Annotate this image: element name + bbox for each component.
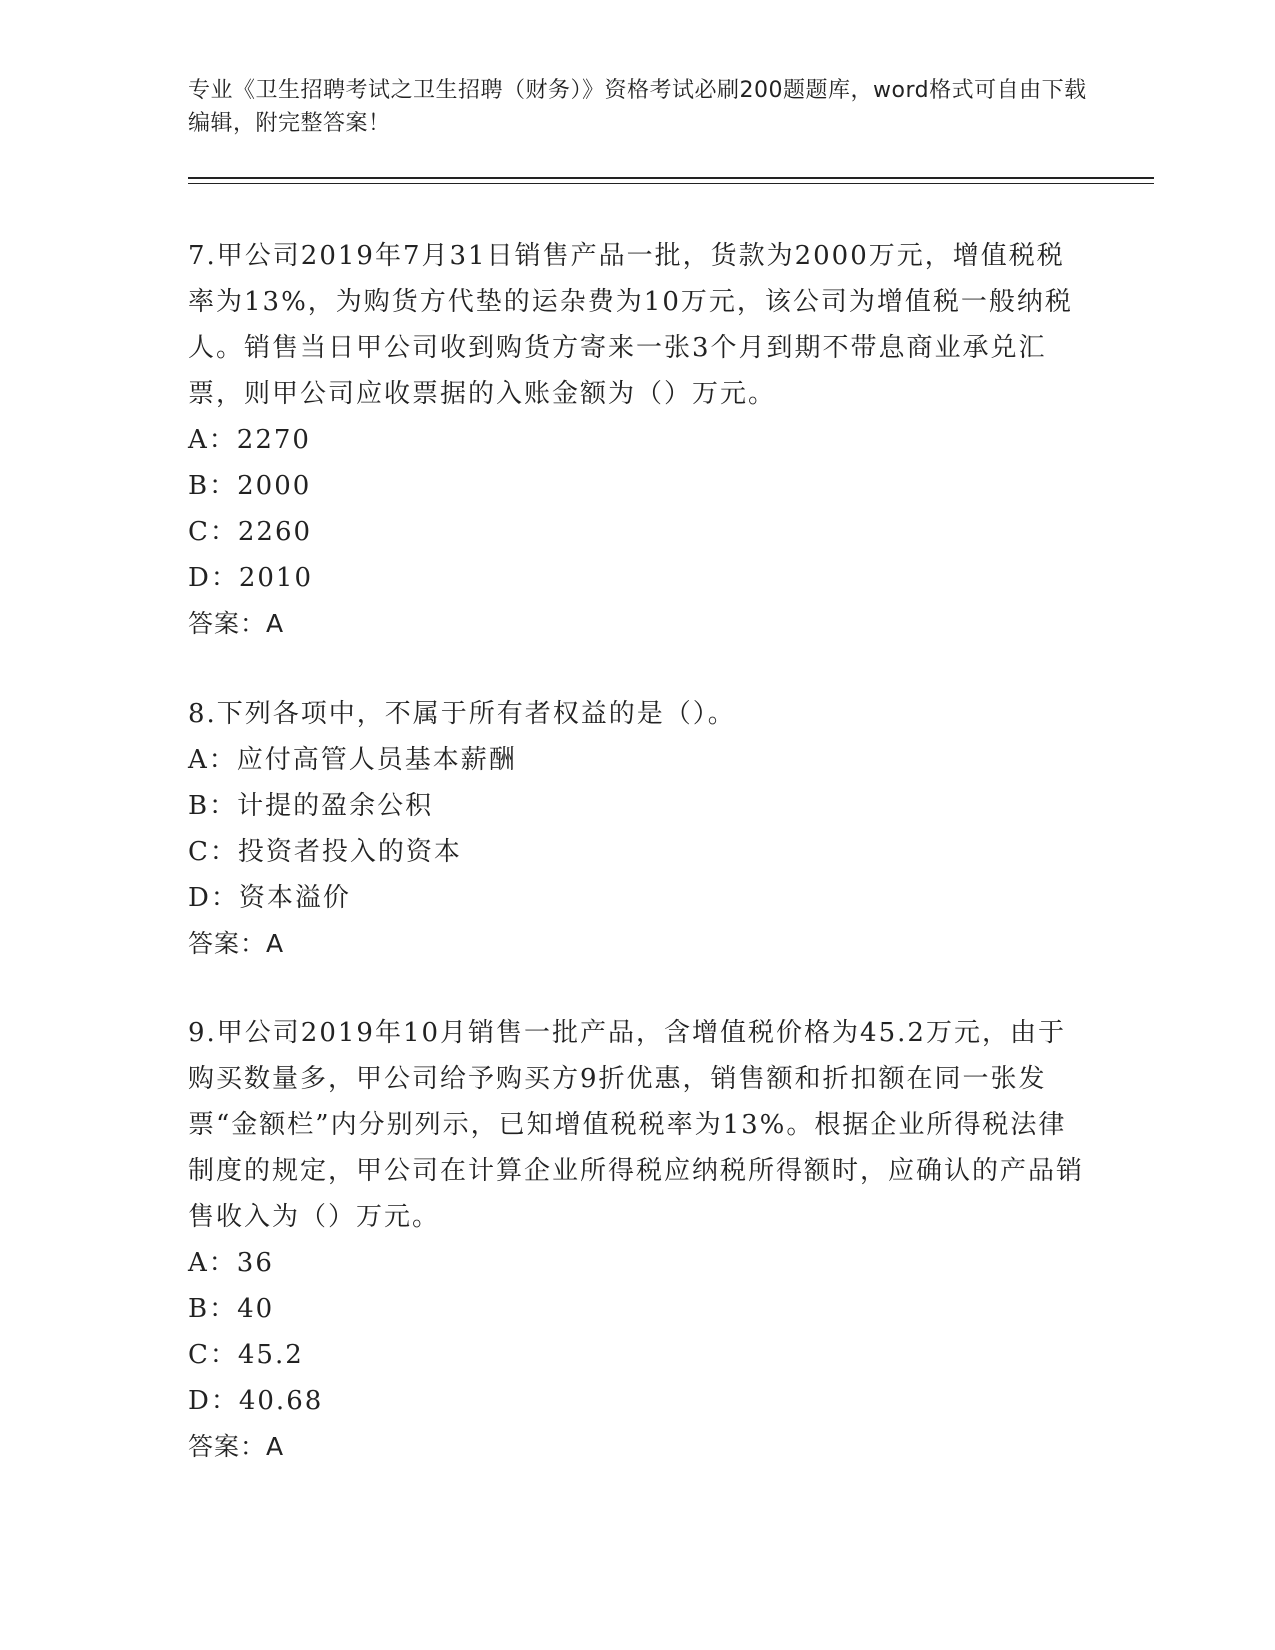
question-stem: 8.下列各项中，不属于所有者权益的是（）。: [188, 699, 736, 729]
option-a: A：2270: [188, 425, 311, 455]
header-divider: [188, 177, 1154, 179]
option-c: C：投资者投入的资本: [188, 837, 462, 867]
option-b: B：2000: [188, 471, 312, 501]
question-stem: 9.甲公司2019年10月销售一批产品，含增值税价格为45.2万元，由于购买数量多，甲公司给予购买方9折优惠，销售额和折扣额在同一张发票“金额栏”内分别列示，已知增值税税率为13%。根据企业所得税法律制度的规定，甲公司在计算企业所得税应纳税所得额时，应确认的产品销售收入为（）万元。: [188, 1018, 1085, 1232]
option-c: C：45.2: [188, 1340, 304, 1370]
answer-line: 答案：A: [188, 929, 285, 958]
question-stem: 7.甲公司2019年7月31日销售产品一批，货款为2000万元，增值税税率为13%，为购货方代垫的运杂费为10万元，该公司为增值税一般纳税人。销售当日甲公司收到购货方寄来一张3个月到期不带息商业承兑汇票，则甲公司应收票据的入账金额为（）万元。: [188, 241, 1073, 409]
option-d: D：40.68: [188, 1386, 324, 1416]
answer-line: 答案：A: [188, 1432, 285, 1461]
document-header: [188, 74, 1088, 140]
header-divider-secondary: [188, 183, 1154, 184]
option-d: D：2010: [188, 563, 314, 593]
option-a: A：应付高管人员基本薪酬: [188, 745, 517, 775]
option-b: B：40: [188, 1294, 275, 1324]
question-8: [188, 691, 1088, 967]
option-a: A：36: [188, 1248, 274, 1278]
question-9: [188, 1010, 1088, 1470]
question-7: [188, 233, 1088, 647]
option-b: B：计提的盈余公积: [188, 791, 434, 821]
option-d: D：资本溢价: [188, 883, 351, 913]
option-c: C：2260: [188, 517, 313, 547]
header-text: 专业《卫生招聘考试之卫生招聘（财务）》资格考试必刷200题题库，word格式可自由下载编辑，附完整答案！: [188, 78, 1087, 136]
answer-line: 答案：A: [188, 609, 285, 638]
